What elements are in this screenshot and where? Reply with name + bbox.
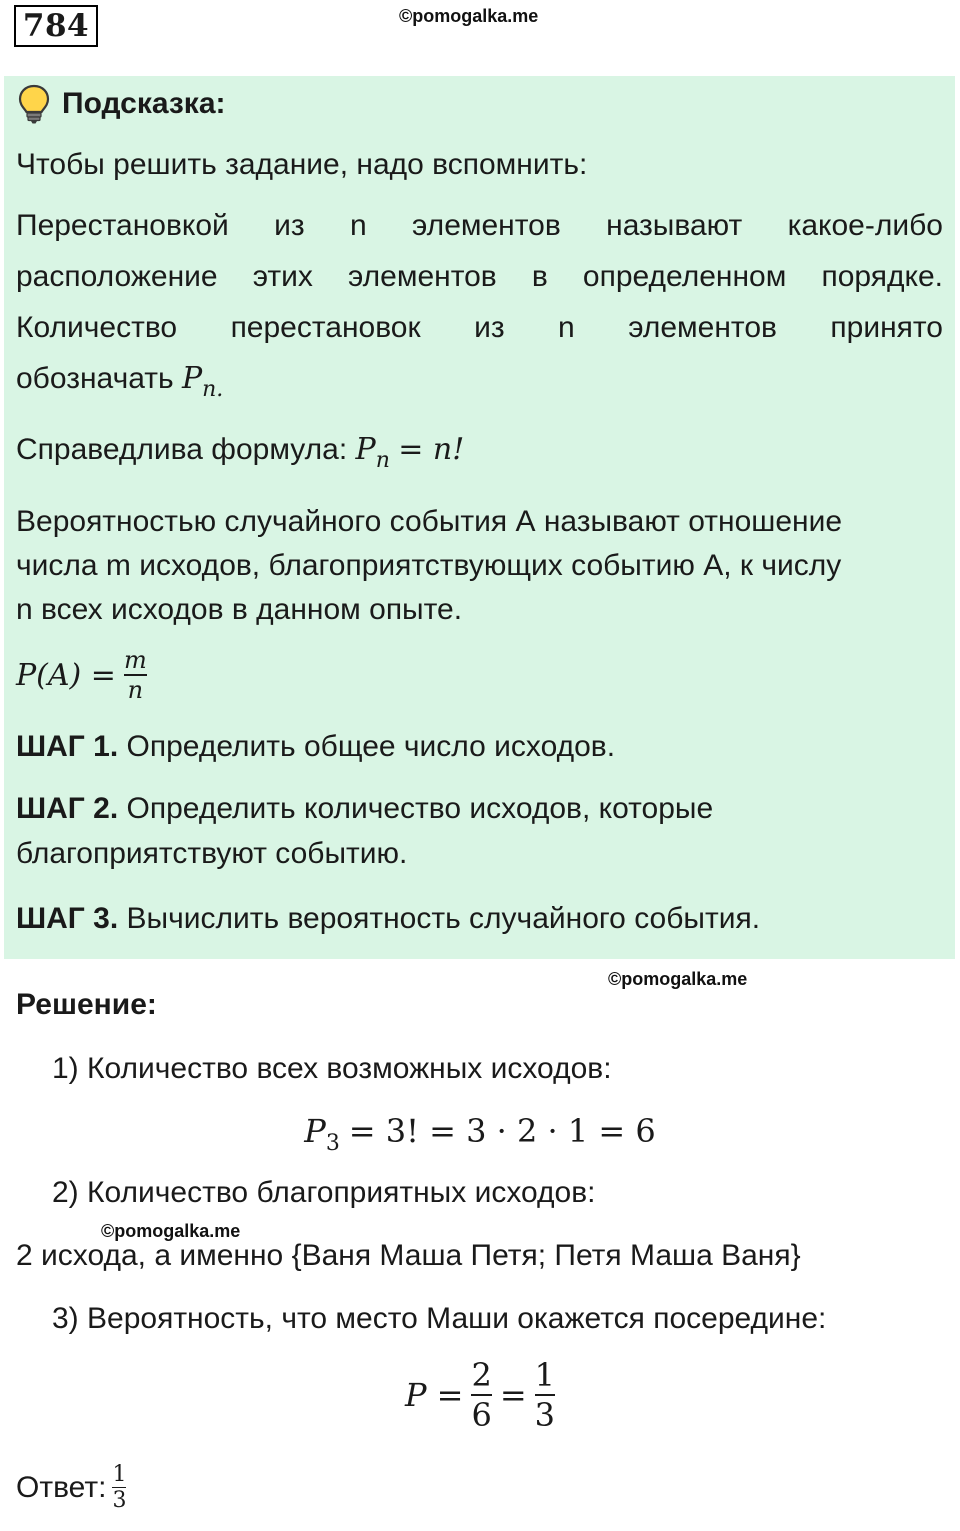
- perm-line-4: [16, 361, 223, 400]
- perm-line-4-text: обозначать: [16, 362, 174, 395]
- answer-denominator: 3: [112, 1488, 127, 1513]
- prob-formula-lhs: P(A) =: [16, 657, 116, 693]
- watermark-top: ©pomogalka.me: [399, 6, 539, 26]
- formula-1-subscript: 3: [325, 1131, 340, 1156]
- formula-3-fraction-2: [535, 1356, 555, 1434]
- perm-subscript: n.: [202, 377, 224, 402]
- solution-formula-1: [0, 1112, 960, 1155]
- hint-intro: Чтобы решить задание, надо вспомнить:: [16, 148, 588, 181]
- answer-label: Ответ:: [16, 1470, 107, 1504]
- perm-line-3: Количество перестановок из n элементов принято: [16, 311, 943, 344]
- lightbulb-icon: [17, 84, 51, 124]
- answer: [16, 1462, 126, 1513]
- perm-line-1: Перестановкой из n элементов называют какое-либо: [16, 209, 943, 242]
- step-3-text: Вычислить вероятность случайного события.: [126, 902, 761, 935]
- solution-item-3: 3) Вероятность, что место Маши окажется посередине:: [52, 1302, 827, 1335]
- formula-label: Справедлива формула:: [16, 433, 348, 466]
- formula-lhs: P: [355, 432, 376, 467]
- formula-3-den-2: 3: [534, 1396, 556, 1434]
- formula-line: [16, 432, 464, 471]
- watermark-bottom: ©pomogalka.me: [101, 1221, 241, 1241]
- step-2-continued: благоприятствуют событию.: [16, 837, 408, 870]
- solution-item-2: 2) Количество благоприятных исходов:: [52, 1176, 596, 1209]
- prob-numerator: m: [123, 646, 147, 674]
- formula-3-equals: =: [499, 1376, 527, 1414]
- formula-3-fraction-1: [471, 1356, 491, 1434]
- step-2-text: Определить количество исходов, которые: [126, 792, 714, 825]
- formula-3-num-2: 1: [534, 1356, 556, 1394]
- prob-fraction: [124, 646, 147, 704]
- solution-item-2-detail: 2 исхода, а именно {Ваня Маша Петя; Петя Маша Ваня}: [16, 1239, 801, 1272]
- hint-title: Подсказка:: [62, 87, 226, 120]
- step-3: [16, 901, 760, 937]
- formula-subscript: n: [375, 448, 390, 473]
- step-1: [16, 729, 615, 765]
- solution-title: Решение:: [16, 988, 157, 1021]
- step-2-label: ШАГ 2.: [16, 792, 119, 825]
- solution-formula-3: [0, 1356, 960, 1434]
- watermark-middle: ©pomogalka.me: [608, 969, 748, 989]
- step-2: [16, 791, 713, 827]
- step-1-text: Определить общее число исходов.: [126, 730, 616, 763]
- formula-1-rhs: = 3! = 3 · 2 · 1 = 6: [348, 1112, 656, 1150]
- prob-formula: [16, 646, 147, 704]
- formula-rhs: = n!: [398, 432, 465, 467]
- prob-line-2: числа m исходов, благоприятствующих событию А, к числу: [16, 549, 842, 582]
- perm-symbol: P: [181, 361, 203, 396]
- perm-line-2: расположение этих элементов в определенном порядке.: [16, 260, 943, 293]
- solution-item-1: 1) Количество всех возможных исходов:: [52, 1052, 612, 1085]
- answer-numerator: 1: [112, 1462, 127, 1487]
- formula-1-lhs: P: [304, 1112, 326, 1150]
- formula-3-lhs: P =: [404, 1376, 464, 1414]
- prob-line-1: Вероятностью случайного события А называют отношение: [16, 505, 843, 538]
- answer-fraction: [112, 1462, 126, 1513]
- prob-line-3: n всех исходов в данном опыте.: [16, 593, 463, 626]
- formula-3-num-1: 2: [471, 1356, 492, 1394]
- prob-denominator: n: [127, 676, 144, 704]
- formula-3-den-1: 6: [471, 1396, 492, 1434]
- task-number: 784: [14, 5, 98, 47]
- step-3-label: ШАГ 3.: [16, 902, 119, 935]
- step-1-label: ШАГ 1.: [16, 730, 119, 763]
